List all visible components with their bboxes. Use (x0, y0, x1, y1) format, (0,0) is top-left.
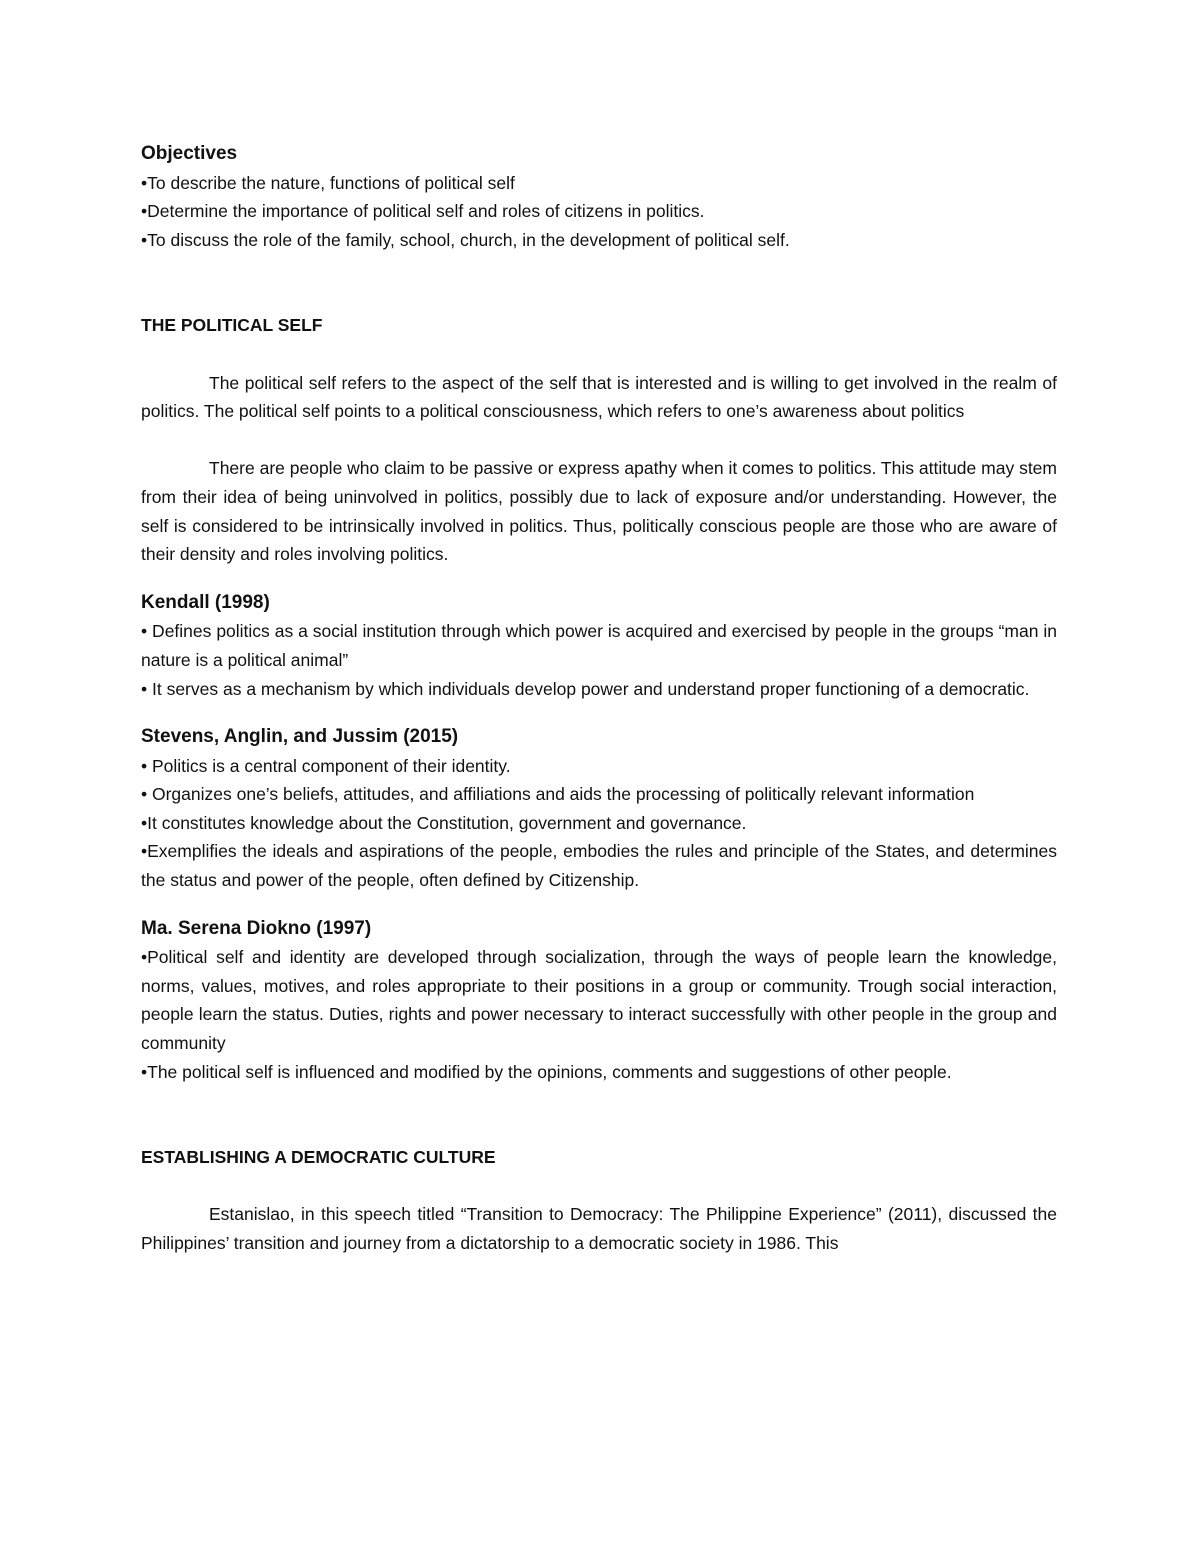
stevens-bullet: • Politics is a central component of their identity. (141, 755, 511, 776)
objective-item: •To discuss the role of the family, school, church, in the development of political self. (141, 229, 790, 250)
document-page (141, 140, 1057, 1258)
stevens-bullet: •It constitutes knowledge about the Constitution, government and governance. (141, 812, 747, 833)
objectives-heading: Objectives (141, 143, 238, 164)
political-self-paragraph: There are people who claim to be passive or express apathy when it comes to politics. This attitude may stem from their idea of being uninvolved in politics, possibly due to lack of exposure and/or understanding. However, the self is considered to be intrinsically involved in politics. Thus, politically conscious people are those who are aware of their density and roles involving politics. (141, 458, 1057, 565)
democratic-culture-heading: ESTABLISHING A DEMOCRATIC CULTURE (141, 1147, 496, 1168)
objective-item: •To describe the nature, functions of political self (141, 172, 515, 193)
stevens-bullet: • Organizes one’s beliefs, attitudes, and affiliations and aids the processing of politically relevant information (141, 784, 975, 805)
kendall-bullet: • Defines politics as a social institution through which power is acquired and exercised by people in the groups “man in nature is a political animal” (141, 621, 1057, 670)
political-self-heading: THE POLITICAL SELF (141, 315, 323, 336)
political-self-paragraph: The political self refers to the aspect of the self that is interested and is willing to get involved in the realm of politics. The political self points to a political consciousness, which refers to one’s awareness about politics (141, 372, 1057, 422)
kendall-bullet: • It serves as a mechanism by which individuals develop power and understand proper functioning of a democratic. (141, 678, 1030, 699)
diokno-heading: Ma. Serena Diokno (1997) (141, 917, 372, 939)
diokno-bullet: •Political self and identity are developed through socialization, through the ways of people learn the knowledge, norms, values, motives, and roles appropriate to their positions in a group or community. Trough social interaction, people learn the status. Duties, rights and power necessary to interact successfully with other people in the group and community (141, 947, 1057, 1054)
stevens-bullet: •Exemplifies the ideals and aspirations of the people, embodies the rules and principle of the States, and determines the status and power of the people, often defined by Citizenship. (141, 841, 1057, 891)
stevens-heading: Stevens, Anglin, and Jussim (2015) (141, 726, 459, 748)
kendall-heading: Kendall (1998) (141, 591, 270, 613)
diokno-bullet: •The political self is influenced and modified by the opinions, comments and suggestions of other people. (141, 1061, 952, 1082)
democratic-culture-paragraph: Estanislao, in this speech titled “Transition to Democracy: The Philippine Experience” (2011), discussed the Philippines’ transition and journey from a dictatorship to a democratic society in 1986. This (141, 1204, 1057, 1253)
objective-item: •Determine the importance of political self and roles of citizens in politics. (141, 201, 705, 222)
